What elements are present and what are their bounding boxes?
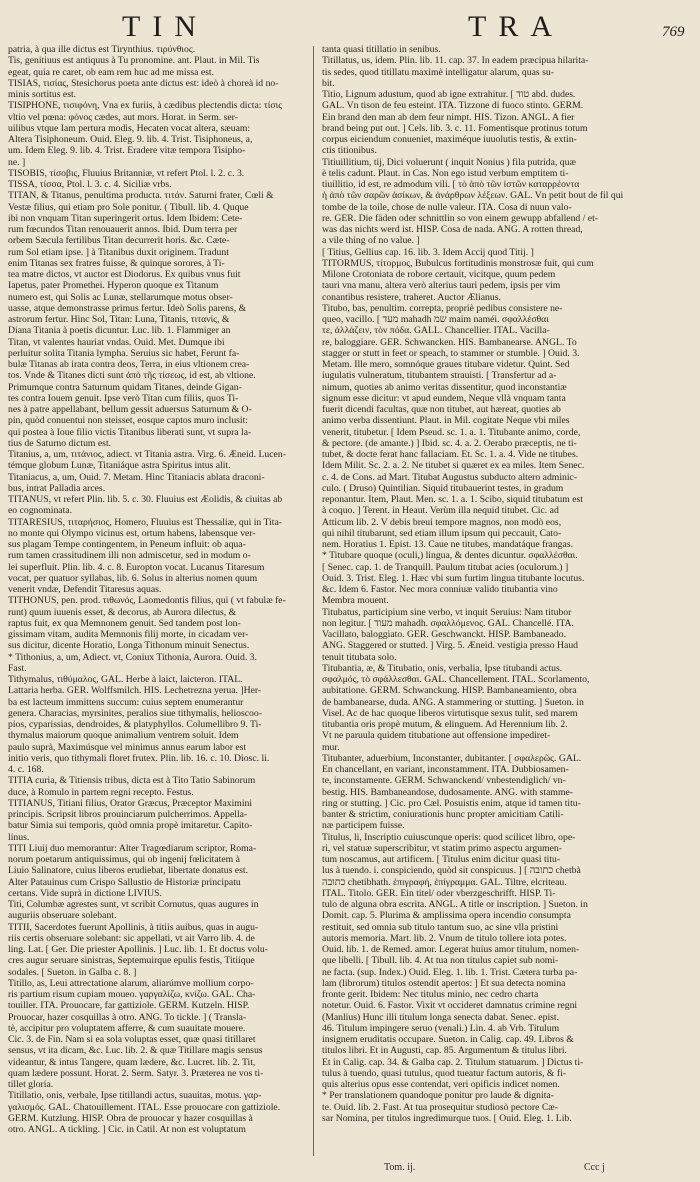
text-line: de bambanearse, duda. ANG. A stammering or stutting. ] Sueton. in xyxy=(322,696,584,708)
text-line: Idem Milit. Sc. 2. a. 2. Ne titubet si quæret ex ea miles. Item Senec. xyxy=(322,460,585,472)
text-line: tenuit titubata solo. xyxy=(322,651,397,663)
text-line: fronte gerit. Ibidem: Nec titulus minio, nec cedro charta xyxy=(322,989,539,1000)
text-line: En chancellant, en variant, inconstamment. ITA. Dubbiosamen- xyxy=(322,764,569,775)
text-line: quam lædere possunt. Horat. 2. Serm. Satyr. 3. Præterea ne vos ti- xyxy=(8,1067,264,1079)
text-line: (Manlius) Hunc illi titulum longa senecta dabat. Senec. epist. xyxy=(322,1011,560,1023)
text-line: tiuillitio, id est, re admodum vili. [ τὸ ἀπὸ τῶν ἱστῶν καταρρέοντα xyxy=(322,179,580,190)
text-line: patria, à qua ille dictus est Tirynthius. τιρύνθιος. xyxy=(8,44,196,55)
text-line: ba est lacteum immittens succum: cuius septem enumerantur xyxy=(8,696,244,708)
text-line: Milone Crotoniata de robore certauit, vicitque, quum pedem xyxy=(322,269,556,280)
text-line: tulo de alguna obra escrita. ANGL. A title or inscription. ] Sueton. in xyxy=(322,899,588,910)
text-line: runt) quum iuuenis esset, & decorus, ab Aurora dilectus, & xyxy=(8,606,237,618)
text-line: * Per translationem quandoque ponitur pro laude & dignita- xyxy=(322,1090,554,1102)
text-line: σφαλμός, τὸ σφάλλεσθαι. GAL. Chancellement. ITAL. Scorlamento, xyxy=(322,674,590,685)
page-number: 769 xyxy=(662,24,685,40)
text-line: &c. Idem 6. Fastor. Nec mora conniuæ valido titubantia vino xyxy=(322,584,558,595)
text-line: nes à patre appellabant, bellum gessit aduersus Saturnum & O- xyxy=(8,404,252,415)
text-line: fuerit dicendi facultas, quæ non titubet, aut hæreat, quoties ab xyxy=(322,404,561,415)
text-line: sar Nomina, per titulos ingredimurque tuos. [ Ouid. Eleg. 1. Lib. xyxy=(322,1112,572,1124)
text-line: raptus fuit, ex qua Memnonem genuit. Sed tandem post lon- xyxy=(8,617,241,629)
text-line: animo verba dissentiunt. Plaut. in Mil. cogitate Neque vbi miles xyxy=(322,415,570,427)
text-line: rum fœcundos Titan renouauerit annos. Ibid. Dum terra per xyxy=(8,224,238,235)
text-line: initio veris, quo tithymali floret frutex. Plin. lib. 16. c. 10. Diosc. li. xyxy=(8,752,270,764)
text-line: Titi, Columbæ agrestes sunt, vt scribit Cornutus, quas augures in xyxy=(8,899,259,910)
text-line: [ Titius, Gellius cap. 16. lib. 3. Idem Accij quod Titij. ] xyxy=(322,246,534,258)
column-divider xyxy=(313,46,314,1156)
text-line: γαλισμός. GAL. Chatouillement. ITAL. Esse prouocare con gattiziole. xyxy=(8,1101,281,1113)
text-line: GERM. Kutzlung. HISP. Obra de prouocar y hazer cosquillas à xyxy=(8,1112,253,1124)
text-line: numero est, qui Solis ac Lunæ, stellarumque motus obser- xyxy=(8,291,233,303)
text-line: GAL. Vn tison de feu esteint. ITA. Tizzone di fuoco stinto. GERM. xyxy=(322,100,584,112)
left-column xyxy=(8,44,308,1144)
text-line: rum tamen crassitudinem illi non admiscetur, sed in modum o- xyxy=(8,550,251,562)
text-line: bulæ Titanas ab irata contra deos, Terra, in eius vltionem crea- xyxy=(8,359,250,370)
text-line: TISSA, τίσσα, Ptol. l. 3. c. 4. Siciliæ vrbs. xyxy=(8,179,172,190)
text-line: aubitatione. GERM. Schwanckung. HISP. Bambaneamiento, obra xyxy=(322,685,577,697)
text-line: lus à tuendo. i. conspiciendo, quòd sit conspicuus. ] [ כתובה chetbà xyxy=(322,865,581,877)
text-line: næ participem fuisse. xyxy=(322,820,405,832)
text-line: tes contra Iouem genuit. Ipse verò Titan cum filiis, quos Ti- xyxy=(8,392,239,404)
text-line: paulo suprà, Maximúsque vel minimus annus earum labor est xyxy=(8,741,247,753)
text-line: TITI Liuij duo memorantur: Alter Tragœdiarum scriptor, Roma- xyxy=(8,842,257,854)
text-line: bit. xyxy=(322,77,335,89)
text-line: eo cognominata. xyxy=(8,505,73,517)
text-line: Titanius, a, um, τιτάνιος, adiect. vt Titania astra. Virg. 6. Æneid. Lucen- xyxy=(8,449,286,460)
text-line: * Tithonius, a, um, Adiect. vt, Coniux Tithonia, Aurora. Ouid. 3. xyxy=(8,651,257,663)
text-line: lei superfluit. Plin. lib. 4. c. 8. Europton vocat. Lucanus Titaresum xyxy=(8,561,265,573)
text-line: nem. Horatius 1. Epist. 13. Caue ne titubes, mandatáque frangas. xyxy=(322,539,574,550)
text-line: TITHONUS, pen. prod. τιθωνός, Laomedontis filius, qui ( vt fabulæ fe- xyxy=(8,595,286,607)
text-line: vocat, per quatuor syllabas, lib. 6. Solus in alterius nomen quum xyxy=(8,572,258,584)
text-line: Tis, genitiuus est antiquus à Tu pronomine. ant. Plaut. in Mil. Tis xyxy=(8,55,260,67)
text-line: Primumque contra Saturnum quidam Titanes, deinde Gigan- xyxy=(8,381,242,393)
text-line: Ouid. lib. 1. de Remed. amor. Legerat huius amor titulum, nomen- xyxy=(322,944,580,955)
text-line: sus plagam Tempe contingentem, in Peneum influit: ob aqua- xyxy=(8,539,246,550)
text-line: TITANUS, vt refert Plin. lib. 5. c. 30. Fluuius est Æolidis, & ciuitas ab xyxy=(8,494,283,505)
text-line: tauri vna manu, altera verò alterius tauri pedem, ipsis per vim xyxy=(322,280,561,292)
text-line: tos. Vnde & Titanes dicti sunt ἀπὸ τῆς τίσεως, id est, ab vltione. xyxy=(8,370,256,382)
text-line: que libelli. [ Tibull. lib. 4. At tua non titulus capiet sub nomi- xyxy=(322,955,559,967)
text-line: non legitur. [ מעוד mahadh. σφαλλόμενος. GAL. Chancellé. ITA. xyxy=(322,617,574,629)
text-line: uilibus vtque Iam pertura modis, Hecaten vocat altera, sæuam: xyxy=(8,122,251,134)
text-line: sus dicitur, dicente Horatio, Longa Tithonum minuit Senectus. xyxy=(8,640,250,652)
text-line: tis sedes, quod titillatu maximè intelligatur alarum, quas su- xyxy=(322,66,554,78)
text-line: conantibus resistere, traheret. Auctor Ælianus. xyxy=(322,291,501,303)
right-column xyxy=(322,44,686,1134)
text-line: Titiuillitium, tij, Dici voluerunt ( inquit Nonius ) fila putrida, quæ xyxy=(322,156,576,168)
text-line: Titio, Lignum adustum, quod ab igne extrahitur. [ טוד abd. dudes. xyxy=(322,89,576,100)
text-line: tanta quasi titillatio in senibus. xyxy=(322,44,441,55)
text-line: è telis cadunt. Plaut. in Cas. Non ego istud verbum emptitem ti- xyxy=(322,167,569,179)
text-line: ling. Lat. [ Ger. Die priester Apollinis. ] Luc. lib. 1. Et doctus volu- xyxy=(8,944,268,955)
volume-signature: Tom. ij. xyxy=(384,1162,416,1173)
text-line: bestig. HIS. Bambaneandose, dudosamente. ANG. with stamme- xyxy=(322,786,574,798)
text-line: ibi non vnquam Titan superingerit ortus. Idem Ibidem: Cete- xyxy=(8,212,243,224)
text-line: quis alterius opus esse contendat, veri opificis indicet nomen. xyxy=(322,1079,560,1090)
text-line: auguriis obseruare solebant. xyxy=(8,910,117,922)
text-line: c. 4. de Cons. ad Mart. Titubat Augustus subducto altero adminic- xyxy=(322,471,578,483)
left-headword: TIN xyxy=(122,10,208,43)
text-line: titulos libri. Et in Augusti, cap. 85. Argumentum & titulus libri. xyxy=(322,1045,567,1057)
text-line: tombe de la toile, chose de nulle valeur. ITA. Cosa di nuun valo- xyxy=(322,201,572,213)
text-line: autoris memoria. Mart. lib. 2. Vnum de titulo tollere iota potes. xyxy=(322,932,567,944)
text-line: linus. xyxy=(8,831,30,843)
text-line: témque globum Lunæ, Titaniáque astra Spiritus intus alit. xyxy=(8,460,231,472)
text-line: Et in Calig. cap. 34. & Galba cap. 2. Titulum statuarum. ] Dictus ti- xyxy=(322,1056,584,1068)
page-footer xyxy=(322,1160,686,1178)
text-line: Cic. 3. de Fin. Nam si ea sola voluptas esset, quæ quasi titillaret xyxy=(8,1034,256,1045)
text-line: qui postea à Ioue filio victis Titanibus liberati sunt, vt supra la- xyxy=(8,426,252,438)
text-line: Domit. cap. 5. Plurima & amplissima opera incendio consumpta xyxy=(322,910,571,922)
text-line: te, inconstamente. GERM. Schwanckend/ vnbestendiglich/ vn- xyxy=(322,775,566,787)
text-line: Titillo, as, Leui attrectatione alarum, aliarúmve mollium corpo- xyxy=(8,977,254,989)
text-line: Membra mouent. xyxy=(322,595,389,607)
text-line: lam (librorum) titulos ostendit apertos: ] Et sua detecta nomina xyxy=(322,977,566,989)
text-line: videantur, & intus Tangere, quam lædere, &c. Lucret. lib. 2. Tit, xyxy=(8,1056,256,1068)
text-line: Prouocar, hazer cosquillas à otro. ANG. To tickle. ] ( Transla- xyxy=(8,1011,247,1023)
text-line: te. Ouid. lib. 2. Fast. At tua prosequitur studiosò pectore Cæ- xyxy=(322,1101,558,1113)
text-line: minis sortitus est. xyxy=(8,89,77,100)
text-line: * Titubare quoque (oculi,) lingua, & dentes dicuntur. σφαλλέσθαι. xyxy=(322,550,578,562)
text-line: venerit vndæ, Defendit Titaresus aquas. xyxy=(8,584,162,595)
text-line: Titulus, li, Inscriptio cuiuscunque operis: quod scilicet libro, ope- xyxy=(322,831,576,843)
text-line: Ein brand den man ab dem feur nimpt. HIS. Tizon. ANGL. A fier xyxy=(322,111,575,123)
text-line: Visel. Ac de hac quoque liberos virtutisque sexus tulit, sed marem xyxy=(322,707,578,719)
text-line: perluitur solita Titania lympha. Seruius sic habet, Ferunt fa- xyxy=(8,347,240,359)
text-line: TISIPHONE, τισιφόνη, Vna ex furiis, à cædibus plectendis dicta: τίσις xyxy=(8,100,283,112)
text-line: Vestæ filius, qui etiam pro Sole ponitur. ( Tibull. lib. 4. Quque xyxy=(8,201,249,213)
text-line: culo. ( Druso) Quintilian. Siquid titubauerint testes, in gradum xyxy=(322,482,564,494)
text-line: 4. c. 168. xyxy=(8,764,44,775)
text-line: venerit, titubetur. [ Idem Pseud. sc. 1. a. 1. Titubante animo, corde, xyxy=(322,426,581,438)
text-line: ἡ ἀπὸ τῶν σαρῶν ἀσίκων, & ἀνάρθρων λέξεων. GAL. Vn petit bout de fil qui xyxy=(322,190,624,202)
text-line: tum noscamus, aut artificem. [ Titulus enim dicitur quasi titu- xyxy=(322,854,561,865)
text-line: TITII, Sacerdotes fuerunt Apollinis, à titiis auibus, quas in augu- xyxy=(8,921,259,933)
text-line: qui nihil titubarunt, sed etiam illum ipsum qui peccauit, Cato- xyxy=(322,527,562,539)
text-line: TITIA curia, & Titiensis tribus, dicta est à Tito Tatio Sabinorum xyxy=(8,775,256,787)
text-line: tillet gloria. xyxy=(8,1079,54,1090)
text-line: touiller. ITA. Prouocare, far gattiziole. GERM. Kutzeln. HISP. xyxy=(8,1000,250,1012)
text-line: tulus à tuendo, quasi tutulus, quod tueatur factum autoris, & fi- xyxy=(322,1067,567,1079)
text-line: Titillatio, onis, verbale, Ipse titillandi actus, suauitas, motus. γαρ- xyxy=(8,1090,262,1102)
text-line: brand being put out. ] Cels. lib. 3. c. 11. Fomentisque protinus totum xyxy=(322,122,588,134)
text-line: Titan, vt valentes hauriat vndas. Ouid. Met. Dumque ibi xyxy=(8,336,225,348)
text-line: titubantia oris propè mutum, & elinguem. Ad Herennium lib. 2. xyxy=(322,719,568,730)
text-line: Titubanter, aduerbium, Inconstanter, dubitanter. [ σφαλερῶς. GAL. xyxy=(322,752,582,764)
text-line: otro. ANGL. A tickling. ] Cic. in Catil. At non est voluptatum xyxy=(8,1124,246,1135)
text-line: TISOBIS, τίσοβις, Fluuius Britanniæ, vt refert Ptol. l. 2. c. 3. xyxy=(8,167,245,179)
text-line: um. Idem Eleg. 9. lib. 4. Trist. Eradere vitæ tempora Tisipho- xyxy=(8,145,246,157)
text-line: a vile thing of no value. ] xyxy=(322,235,420,247)
text-line: Fast. xyxy=(8,662,27,674)
text-line: tius de Saturno dictum est. xyxy=(8,437,112,449)
text-line: ris partium risum cupiam moueo. γαργαλίζω, κνίζω. GAL. Cha- xyxy=(8,989,256,1000)
text-line: duce, à Romulo in partem regni recepto. Festus. xyxy=(8,786,194,798)
text-line: enim Titanas sex fratres fuisse, & quinque sorores, à Ti- xyxy=(8,257,225,269)
text-line: ITAL. Titolo. GER. Ein titel/ oder vberzgeschrifft. HISP. Ti- xyxy=(322,887,556,899)
text-line: stagger or stutt in feet or speach, to stammer or stumble. ] Ouid. 3. xyxy=(322,347,580,359)
text-line: Titubo, bas, penultim. correpta, propriè pedibus consistere ne- xyxy=(322,302,563,314)
text-line: Titaniacus, a, um, Ouid. 7. Metam. Hinc Titaniacis ablata draconi- xyxy=(8,471,265,483)
text-line: Alter Patauinus cum Crispo Sallustio de Historiæ principatu xyxy=(8,876,241,888)
text-line: ctis titionibus. xyxy=(322,145,377,157)
text-line: reponantur. Item, Plaut. Men. sc. 1. a. 1. Scibo, siquid titubatum est xyxy=(322,494,583,505)
text-line: bus, intrat Palladia arces. xyxy=(8,482,106,494)
gathering-signature: Ccc j xyxy=(584,1162,605,1173)
text-line: principis. Scripsit libros prouinciarum pulcherrimos. Appella- xyxy=(8,809,248,820)
text-line: sensus, vt ita dicam, &c. Luc. lib. 2. & quæ Titillare magis sensus xyxy=(8,1045,263,1057)
text-line: was das nichts werd ist. HISP. Cosa de nada. ANG. A rotten thread, xyxy=(322,224,583,235)
text-line: batur Simia sui temporis, quòd omnia propè imitaretur. Capito- xyxy=(8,820,253,832)
text-line: cres augur seruare sinistras, Septemuirque epulis festis, Titiique xyxy=(8,955,255,967)
text-line: Titubatus, participium sine verbo, vt inquit Seruius: Nam titubor xyxy=(322,606,572,618)
text-line: notetur. Ouid. 6. Fastor. Vixit vt occideret damnatus crimine regni xyxy=(322,1000,578,1012)
text-line: queo, vacillo. [ מעד mahadh שמ maim naméi. σφαλλέσθαι xyxy=(322,314,549,325)
text-line: gissimam vitam, audita Memnonis filij morte, in cicadam ver- xyxy=(8,629,249,640)
text-line: sodales. [ Sueton. in Galba c. 8. ] xyxy=(8,966,137,978)
text-line: ne. ] xyxy=(8,156,26,168)
text-line: Ouid. 3. Trist. Eleg. 1. Hæc vbi sum furtim lingua titubante locutus. xyxy=(322,572,585,584)
text-line: signum esse dicitur: vt apud eundem, Neque vllà vnquam tanta xyxy=(322,392,566,404)
text-line: Atticum lib. 2. V debis breui tempore magnos, non modò eos, xyxy=(322,516,562,528)
text-line: ne facta. (sup. Index.) Ouid. Eleg. 1. lib. 1. Trist. Cætera turba pa- xyxy=(322,966,578,978)
text-line: no monte qui Olympo vicinus est, ortum habens, labensque ver- xyxy=(8,527,256,539)
text-line: rum Sol etiam ipse. ] à Titanibus duxit originem. Tradunt xyxy=(8,246,229,258)
text-line: TITIANUS, Titiani filius, Orator Græcus, Præceptor Maximini xyxy=(8,797,253,809)
text-line: ring or stutting. ] Cic. pro Cæl. Posuistis enim, atque id tamen titu- xyxy=(322,797,581,809)
text-line: restituit, sed omnia sub titulo tantum suo, ac sine vlla pristini xyxy=(322,921,559,933)
text-line: TISIAS, τισίας, Stesichorus poeta ante dictus est: ideò à choreà id no- xyxy=(8,77,279,89)
text-line: ri, vel statuæ superscribitur, vt statim primo aspectu argumen- xyxy=(322,842,562,854)
text-line: egeat, quia re caret, ob eam rem huc ad me missa est. xyxy=(8,66,215,78)
text-line: orbem Sæcula fertilibus Titan decurrerit horis. &c. Cæte- xyxy=(8,235,230,247)
text-line: Lattaria herba. GER. Wolffsmilch. HIS. Lechetrezna yerua. ]Her- xyxy=(8,685,262,697)
text-line: banter & strictim, coniurationis hunc propter amicitiam Catili- xyxy=(322,809,564,820)
text-line: tubet, & docte ferat hanc fallaciam. Et. Sc. 1. a. 4. Vide ne titubes. xyxy=(322,449,579,460)
text-line: TITORMUS, τίτορμος, Bubulcus fortitudinis monstrosæ fuit, qui cum xyxy=(322,257,594,269)
text-line: τε, ἀλλάζειν, τὸν πόδα. GALL. Chancellier. ITAL. Vacilla- xyxy=(322,325,550,337)
text-line: iugulatis vulneratum, titubantem strauisti. [ Transfertur ad a- xyxy=(322,370,557,382)
text-line: כתובה chetibhath. ἐπιγραφή, ἐπίγραμμα. GAL. Tiltre, elcriteau. xyxy=(322,876,567,888)
right-headword: TRA xyxy=(468,10,564,43)
text-line: Diana Titania à poetis dicuntur. Luc. lib. 1. Flammiger an xyxy=(8,325,231,337)
text-line: [ Senec. cap. 1. de Tranquill. Paulum titubat acies (oculorum.) ] xyxy=(322,561,569,573)
text-line: Vt ne paruula quidem titubatione aut offensione impediret- xyxy=(322,730,551,742)
text-line: pios, cyparissias, dendroides, & platyphyllos. Columellibro 9. Ti- xyxy=(8,719,262,730)
text-line: insignem eruditatis occupare. Sueton. in Calig. cap. 49. Libros & xyxy=(322,1034,574,1045)
text-line: re, baloggiare. GER. Schwancken. HIS. Bambanearse. ANGL. To xyxy=(322,336,577,348)
text-line: tè, accipitur pro voluptatem afferre, & cum suauitate mouere. xyxy=(8,1022,246,1034)
text-line: nimum, quoties ab animo veritas dissentitur, quod inconstantiæ xyxy=(322,381,567,393)
text-line: Vacillato, baloggiato. GER. Geschwanckt. HISP. Bambaneado. xyxy=(322,629,567,640)
text-line: à coquo. ] Terent. in Heaut. Verùm illa nequid titubet. Cic. ad xyxy=(322,505,559,517)
page-header xyxy=(0,4,700,46)
text-line: TITAN, & Titanus, penultima producta. τιτάν. Saturni frater, Cœli & xyxy=(8,190,274,202)
text-line: 46. Titulum impingere seruo (venali.) Lin. 4. ab Vrb. Titulum xyxy=(322,1022,560,1034)
text-line: mur. xyxy=(322,741,340,753)
text-line: certans. Vide suprà in dictione LIVIUS. xyxy=(8,887,162,899)
text-line: riis certis obseruare solebant: sic appellati, vt ait Varro lib. 4. de xyxy=(8,932,255,944)
text-line: Titubantia, æ, & Titubatio, onis, verbalia, Ipse titubandi actus. xyxy=(322,662,563,674)
text-line: Altera Tisiphoneum. Ouid. Eleg. 9. lib. 4. Trist. Tisiphoneus, a, xyxy=(8,134,253,145)
text-line: TITARESIUS, τιταρήσιος, Homero, Fluuius est Thessaliæ, qui in Tita- xyxy=(8,516,282,528)
text-line: norum poetarum antiquissimus, qui ob ingenij fœlicitatem à xyxy=(8,854,240,865)
text-line: Tithymalus, τιθύμαλος, GAL. Herbe à laict, laicteron. ITAL. xyxy=(8,674,243,685)
text-line: Titillatus, us, idem. Plin. lib. 11. cap. 37. In eadem præcipua hilarita- xyxy=(322,55,589,67)
text-line: Liuio Salinatore, cuius liberos erudiebat, libertate donatus est. xyxy=(8,865,248,877)
text-line: tea matre dictos, vt auctor est Diodorus. Ex quibus vnus fuit xyxy=(8,269,241,280)
text-line: uasse, atque demonstrasse primus fertur. Ideò Solis parens, & xyxy=(8,302,247,314)
text-line: thymalus maiorum quoque animalium ventrem soluit. Idem xyxy=(8,730,239,742)
text-line: astrorum fertur. Hinc Sol, Titan: Luna, Titanis, τιτανίς, & xyxy=(8,314,230,325)
text-line: ANG. Staggered or stutted. ] Virg. 5. Æneid. vestigia presso Haud xyxy=(322,640,579,652)
text-line: genera. Characias, myrsinites, peralios siue tithymalis, helioscoo- xyxy=(8,707,262,719)
text-line: pin, quòd conuentui non steisset, eosque captos muro inclusit: xyxy=(8,415,249,427)
text-line: corpus eiciendum conueniet, maximéque iuuolutis testis, & extin- xyxy=(322,134,577,145)
text-line: & pectore. (de amante.) ] Ibid. sc. 4. a. 2. Oerabo præceptis, ne ti- xyxy=(322,437,577,449)
text-line: re. GER. Die fäden oder schnittlin so von einem gewupp abfallend / et- xyxy=(322,212,599,224)
text-line: vltio vel pœna: φόνος cædes, aut mors. Horat. in Serm. ser- xyxy=(8,111,238,123)
text-line: Iapetus, pater Promethei. Hyperon quoque ex Titanum xyxy=(8,280,219,292)
text-line: Metam. Ille mero, somnóque graues titubare videtur. Quint. Sed xyxy=(322,359,570,370)
